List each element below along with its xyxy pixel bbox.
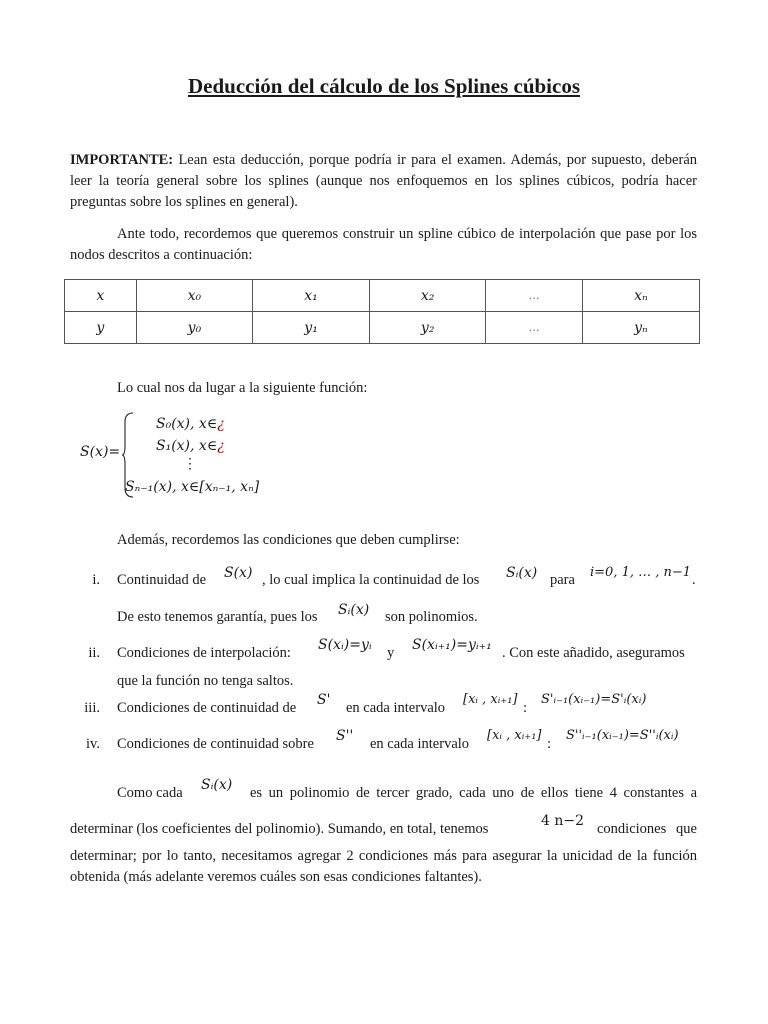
case-0-expr: S₀(x), x∈ bbox=[156, 416, 218, 432]
item-number-iv: iv. bbox=[86, 736, 100, 752]
case-0-glyph: ¿ bbox=[217, 416, 225, 432]
case-1-glyph: ¿ bbox=[217, 438, 225, 454]
item-ii-math-1: S(xᵢ)=yᵢ bbox=[318, 637, 372, 653]
table-cell: x₀ bbox=[136, 280, 253, 312]
importante-label: IMPORTANTE: bbox=[70, 152, 174, 168]
paragraph-importante bbox=[70, 150, 697, 213]
final-text-b: es un polinomio de tercer grado, cada uno de ellos tiene 4 constantes a bbox=[250, 785, 697, 801]
table-cell: xₙ bbox=[582, 280, 699, 312]
item-iv-math-2: [xᵢ , xᵢ₊₁] bbox=[487, 728, 542, 743]
item-ii-text-a: Condiciones de interpolación: bbox=[117, 645, 291, 661]
item-i-text-a: Continuidad de bbox=[117, 572, 207, 588]
table-cell: x₁ bbox=[253, 280, 370, 312]
vertical-dots: ⋮ bbox=[183, 456, 197, 472]
item-iii-text-a: Condiciones de continuidad de bbox=[117, 700, 297, 716]
final-text-c: determinar (los coeficientes del polinomio). Sumando, en total, tenemos bbox=[70, 821, 489, 837]
table-cell: yₙ bbox=[582, 312, 699, 344]
table-cell: x₂ bbox=[369, 280, 486, 312]
item-i-text-e: De esto tenemos garantía, pues los bbox=[117, 609, 318, 625]
final-math-1: Sᵢ(x) bbox=[201, 777, 233, 793]
paragraph-function-intro: Lo cual nos da lugar a la siguiente función: bbox=[117, 380, 368, 396]
item-ii-text-b: y bbox=[387, 645, 395, 661]
table-cell: y₀ bbox=[136, 312, 253, 344]
nodes-table bbox=[64, 279, 700, 344]
table-cell: y bbox=[65, 312, 137, 344]
item-iii-math-1: S' bbox=[317, 692, 331, 708]
function-case-n: Sₙ₋₁(x), x∈[xₙ₋₁, xₙ] bbox=[125, 479, 260, 495]
function-case-0 bbox=[156, 416, 225, 432]
table-row-y bbox=[65, 312, 700, 344]
function-lhs: S(x)= bbox=[80, 444, 121, 460]
item-i-text-f: son polinomios. bbox=[385, 609, 478, 625]
item-i-text-b: , lo cual implica la continuidad de los bbox=[262, 572, 480, 588]
case-1-expr: S₁(x), x∈ bbox=[156, 438, 218, 454]
final-text-d: condiciones que bbox=[597, 821, 697, 837]
item-iv-text-c: : bbox=[547, 736, 552, 752]
table-cell: … bbox=[486, 280, 582, 312]
item-number-i: i. bbox=[92, 572, 100, 588]
item-iv-math-3: S''ᵢ₋₁(xᵢ₋₁)=S''ᵢ(xᵢ) bbox=[566, 728, 679, 743]
item-iii-math-3: S'ᵢ₋₁(xᵢ₋₁)=S'ᵢ(xᵢ) bbox=[541, 692, 647, 707]
page-title: Deducción del cálculo de los Splines cúbicos bbox=[187, 74, 581, 98]
paragraph-intro: Ante todo, recordemos que queremos construir un spline cúbico de interpolación que pase por los nodos descritos a continuación: bbox=[70, 226, 697, 263]
table-cell: … bbox=[486, 312, 582, 344]
item-ii-text-d: que la función no tenga saltos. bbox=[117, 673, 294, 689]
item-number-iii: iii. bbox=[84, 700, 100, 716]
item-iii-math-2: [xᵢ , xᵢ₊₁] bbox=[463, 692, 518, 707]
table-row-x bbox=[65, 280, 700, 312]
importante-text: Lean esta deducción, porque podría ir para el examen. Además, por supuesto, deberán leer la teoría general sobre los splines (aunque nos enfoquemos en los splines cúbicos, podría hacer preguntas sobre los splines en general). bbox=[70, 152, 697, 210]
item-i-math-2: Sᵢ(x) bbox=[506, 565, 538, 581]
item-iv-text-a: Condiciones de continuidad sobre bbox=[117, 736, 314, 752]
table-cell: y₂ bbox=[369, 312, 486, 344]
item-ii-math-2: S(xᵢ₊₁)=yᵢ₊₁ bbox=[412, 637, 492, 653]
final-math-2: 4 n−2 bbox=[541, 813, 585, 829]
table-cell: y₁ bbox=[253, 312, 370, 344]
item-i-math-3: i=0, 1, … , n−1 bbox=[590, 565, 692, 580]
final-text-a: Como cada bbox=[117, 785, 183, 801]
function-case-1 bbox=[156, 438, 225, 454]
final-text-e: determinar; por lo tanto, necesitamos agregar 2 condiciones más para asegurar la unicidad de la función obtenida (más adelante veremos cuáles son esas condiciones faltantes). bbox=[70, 848, 697, 885]
item-iii-text-c: : bbox=[523, 700, 528, 716]
item-i-math-4: Sᵢ(x) bbox=[338, 602, 370, 618]
paragraph-conditions-intro: Además, recordemos las condiciones que deben cumplirse: bbox=[117, 532, 460, 548]
item-iv-math-1: S'' bbox=[336, 728, 354, 744]
table-cell: x bbox=[65, 280, 137, 312]
item-number-ii: ii. bbox=[88, 645, 100, 661]
item-iii-text-b: en cada intervalo bbox=[346, 700, 446, 716]
item-i-text-d: . bbox=[692, 572, 696, 588]
item-iv-text-b: en cada intervalo bbox=[370, 736, 470, 752]
item-ii-text-c: . Con este añadido, aseguramos bbox=[502, 645, 685, 661]
item-i-text-c: para bbox=[550, 572, 575, 588]
item-i-math-1: S(x) bbox=[224, 565, 253, 581]
